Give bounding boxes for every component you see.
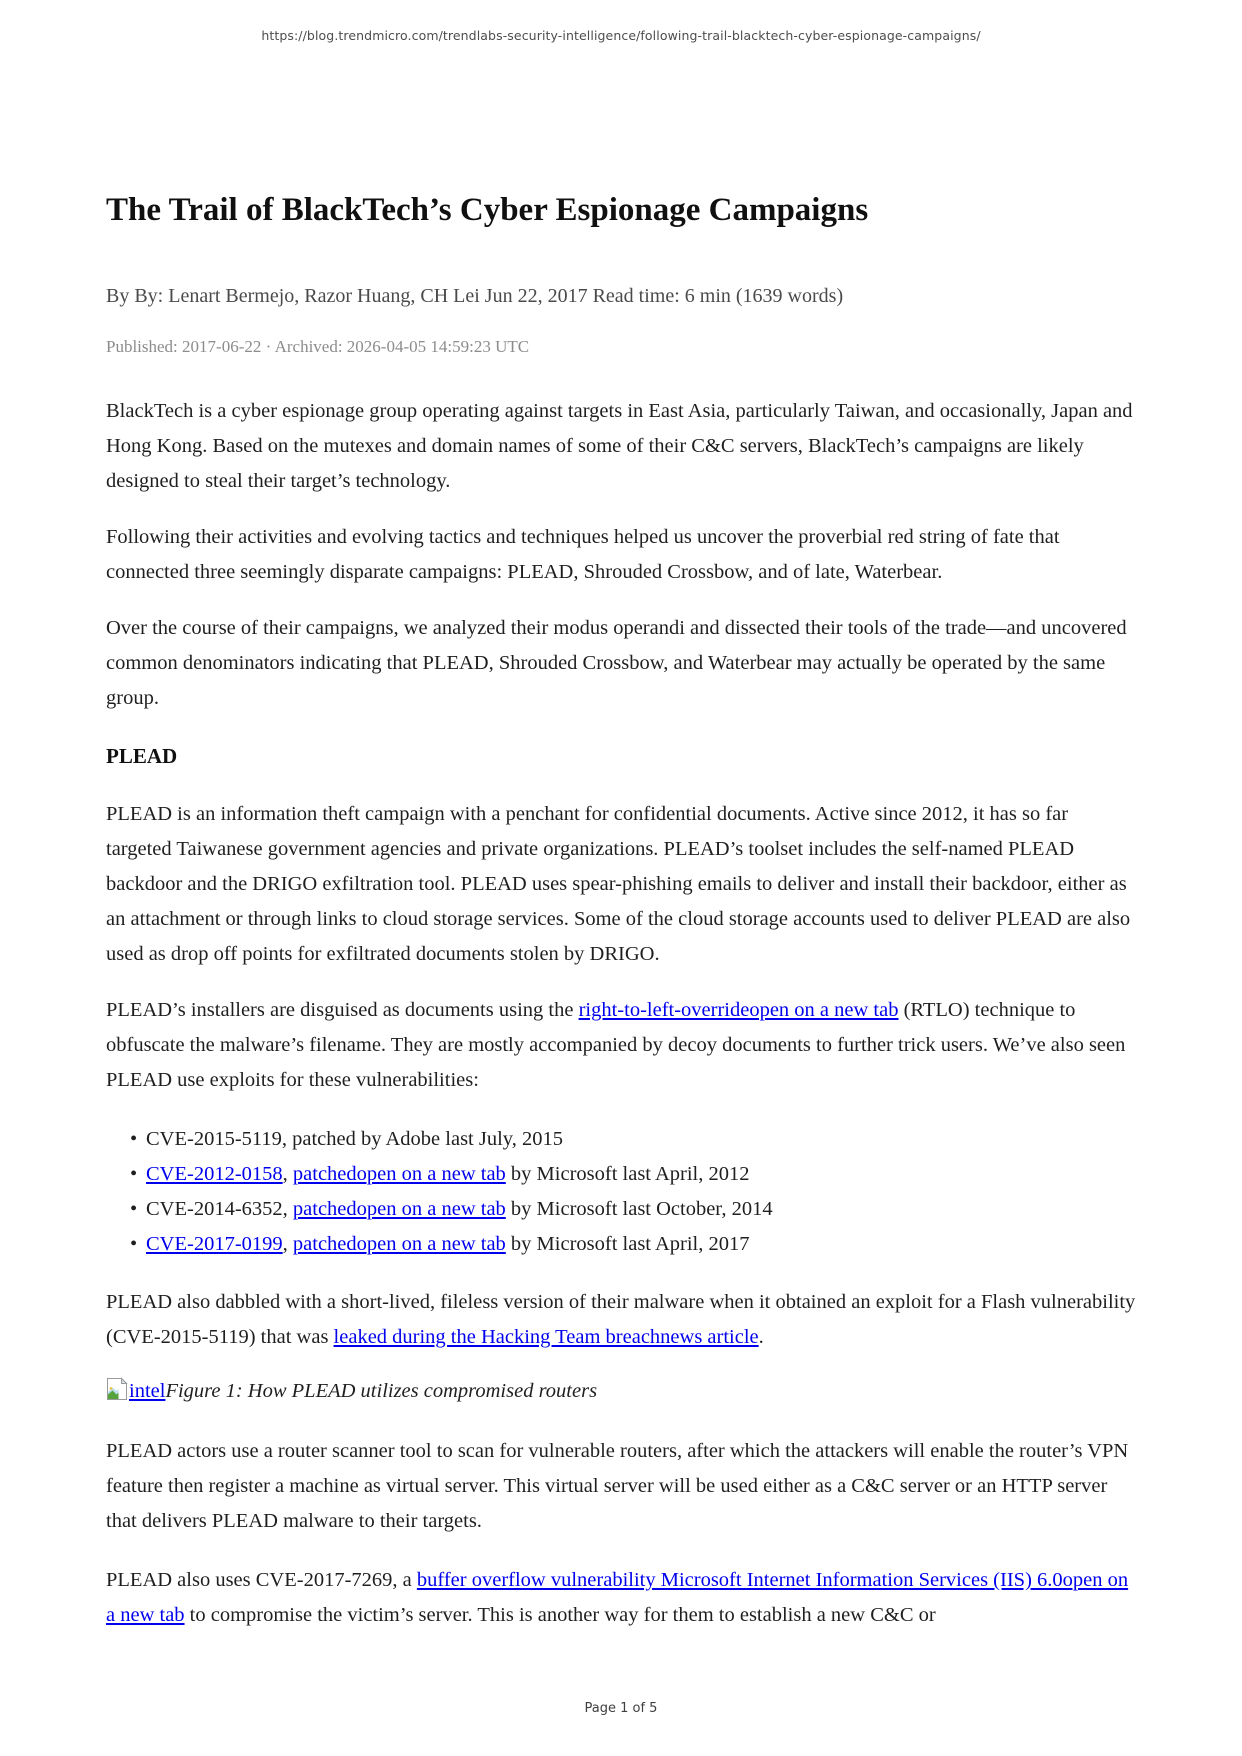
paragraph-denominators: Over the course of their campaigns, we analyzed their modus operandi and dissected their tools of the trade—and uncovered common denominators indicating that PLEAD, Shrouded Crossbow, and Waterbear may actually be operated by the same group. [106,617,1127,709]
paragraph-campaigns: Following their activities and evolving tactics and techniques helped us uncover the proverbial red string of fate that connected three seemingly disparate campaigns: PLEAD, Shrouded Crossbow, and of late, Waterbear. [106,526,1060,583]
link-figure-alt-intel[interactable]: intel [129,1380,166,1402]
link-patched-2017[interactable]: patchedopen on a new tab [292,1233,506,1255]
list-item-text: , [282,1163,293,1185]
link-cve-2017-0199[interactable]: CVE-2017-0199 [146,1233,283,1255]
byline: By By: Lenart Bermejo, Razor Huang, CH Lei Jun 22, 2017 Read time: 6 min (1639 words) [106,285,844,307]
paragraph-iis [106,1563,1136,1633]
paragraph-intro: BlackTech is a cyber espionage group operating against targets in East Asia, particularly Taiwan, and occasionally, Japan and Hong Kong. Based on the mutexes and domain names of some of their C&C servers, BlackTech’s campaigns are likely designed to steal their target’s technology. [106,400,1133,492]
list-item-text: , [282,1233,293,1255]
link-rtlo[interactable]: right-to-left-overrideopen on a new tab [578,999,899,1021]
link-hacking-team-leak[interactable]: leaked during the Hacking Team breachnews article [333,1326,759,1348]
paragraph-text: to compromise the victim’s server. This is another way for them to establish a new C&C or [184,1604,936,1626]
figure-caption: Figure 1: How PLEAD utilizes compromised routers [165,1380,598,1402]
paragraph-text: PLEAD also dabbled with a short-lived, fileless version of their malware when it obtained an exploit for a Flash vulnerability (CVE-2015-5119) that was [106,1291,1136,1348]
paragraph-text: PLEAD’s installers are disguised as documents using the [106,999,579,1021]
paragraph-installers [106,993,1136,1098]
broken-image-icon [106,1377,128,1413]
vulnerability-list [106,1122,1136,1262]
paragraph-plead-overview: PLEAD is an information theft campaign with a penchant for confidential documents. Active since 2012, it has so far targeted Taiwanese government agencies and private organizations. PLEAD’s toolset includes the self-named PLEAD backdoor and the DRIGO exfiltration tool. PLEAD uses spear-phishing emails to deliver and install their backdoor, either as an attachment or through links to cloud storage services. Some of the cloud storage accounts used to deliver PLEAD are also used as drop off points for exfiltrated documents stolen by DRIGO. [106,803,1131,965]
list-item-text: by Microsoft last April, 2017 [505,1233,750,1255]
figure-1 [106,1374,1136,1413]
page-title: The Trail of BlackTech’s Cyber Espionage Campaigns [106,192,869,228]
link-iis-vulnerability[interactable]: buffer overflow vulnerability Microsoft Internet Information Services (IIS) 6.0open on a new tab [106,1569,1129,1626]
section-heading-plead: PLEAD [106,744,178,768]
paragraph-text: PLEAD also uses CVE-2017-7269, a [106,1569,417,1591]
header-url: https://blog.trendmicro.com/trendlabs-security-intelligence/following-trail-blacktech-cyber-espionage-campaigns/ [261,28,981,43]
list-item-text: CVE-2014-6352, [146,1198,293,1220]
paragraph-text: (RTLO) technique to obfuscate the malware’s filename. They are mostly accompanied by decoy documents to further trick users. We’ve also seen PLEAD use exploits for these vulnerabilities: [106,999,1126,1091]
paragraph-fileless [106,1285,1136,1355]
list-item-cve-2012-0158 [106,1157,1136,1192]
list-item-cve-2017-0199 [106,1227,1136,1262]
list-item-text: by Microsoft last April, 2012 [505,1163,750,1185]
list-item-text: by Microsoft last October, 2014 [505,1198,773,1220]
list-item-text: CVE-2015-5119, patched by Adobe last July, 2015 [146,1128,563,1150]
list-item-cve-2014-6352 [106,1192,1136,1227]
link-patched-2012[interactable]: patchedopen on a new tab [292,1163,506,1185]
list-item-cve-2015-5119 [106,1122,1136,1157]
link-cve-2012-0158[interactable]: CVE-2012-0158 [146,1163,283,1185]
article-content [106,0,1136,1633]
paragraph-router-scanner: PLEAD actors use a router scanner tool to scan for vulnerable routers, after which the attackers will enable the router’s VPN feature then register a machine as virtual server. This virtual server will be used either as a C&C server or an HTTP server that delivers PLEAD malware to their targets. [106,1440,1129,1532]
paragraph-text: . [758,1326,764,1348]
published-line: Published: 2017-06-22 · Archived: 2026-04-05 14:59:23 UTC [106,337,530,356]
page-footer: Page 1 of 5 [584,1701,658,1716]
link-patched-2014[interactable]: patchedopen on a new tab [292,1198,506,1220]
